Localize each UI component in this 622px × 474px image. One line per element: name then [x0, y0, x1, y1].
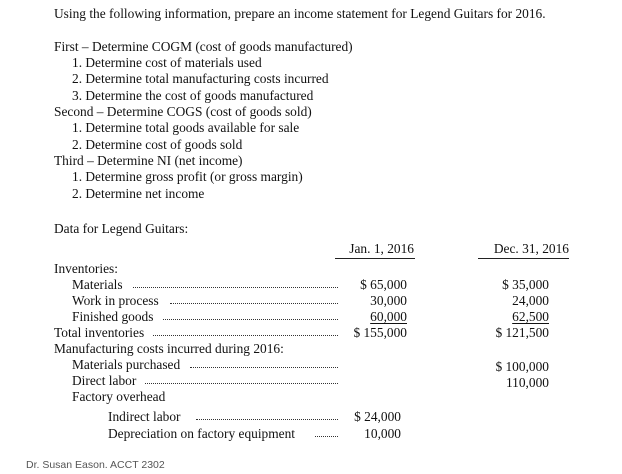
mfg-costs-heading: Manufacturing costs incurred during 2016:	[54, 341, 284, 356]
step-first-item: 2. Determine total manufacturing costs incurred	[72, 71, 329, 86]
step-first-item: 3. Determine the cost of goods manufactured	[72, 88, 314, 103]
row-label-materials: Materials	[72, 277, 123, 292]
leader-dots	[315, 436, 338, 437]
column-header-underline	[335, 258, 415, 259]
step-second-label: Second – Determine COGS (cost of goods sold)	[54, 104, 312, 119]
row-label-finished: Finished goods	[72, 309, 154, 324]
leader-dots	[170, 303, 338, 304]
step-third-label: Third – Determine NI (net income)	[54, 153, 243, 168]
step-third-item: 2. Determine net income	[72, 186, 205, 201]
footer-author: Dr. Susan Eason. ACCT 2302	[26, 459, 165, 471]
step-second-item: 1. Determine total goods available for sale	[72, 120, 300, 135]
step-third-item: 1. Determine gross profit (or gross margin)	[72, 169, 303, 184]
inventories-heading: Inventories:	[54, 261, 118, 276]
value-total-jan: $ 155,000	[353, 325, 407, 340]
row-label-indirect-labor: Indirect labor	[108, 409, 181, 424]
value-labor-dec: 110,000	[505, 375, 549, 390]
column-header-underline	[478, 258, 569, 259]
value-materials-jan: $ 65,000	[360, 277, 407, 292]
value-indirect-jan: $ 24,000	[354, 409, 401, 424]
row-label-materials-purchased: Materials purchased	[72, 357, 181, 372]
step-second-item: 2. Determine cost of goods sold	[72, 137, 243, 152]
value-depreciation-jan: 10,000	[364, 426, 401, 441]
value-wip-dec: 24,000	[512, 293, 549, 308]
data-heading: Data for Legend Guitars:	[54, 221, 189, 236]
value-purchased-dec: $ 100,000	[495, 359, 549, 374]
row-label-total: Total inventories	[54, 325, 145, 340]
leader-dots	[133, 287, 338, 288]
value-finished-jan: 60,000	[370, 309, 407, 324]
value-wip-jan: 30,000	[370, 293, 407, 308]
value-finished-dec: 62,500	[512, 309, 549, 324]
row-label-wip: Work in process	[72, 293, 159, 308]
row-label-factory-overhead: Factory overhead	[72, 389, 166, 404]
column-header-jan: Jan. 1, 2016	[349, 241, 414, 256]
leader-dots	[153, 335, 338, 336]
value-total-dec: $ 121,500	[495, 325, 549, 340]
leader-dots	[145, 383, 338, 384]
leader-dots	[190, 367, 338, 368]
row-label-direct-labor: Direct labor	[72, 373, 137, 388]
step-first-item: 1. Determine cost of materials used	[72, 55, 262, 70]
instructions-title: Using the following information, prepare an income statement for Legend Guitars for 2016.	[54, 6, 546, 21]
row-label-depreciation: Depreciation on factory equipment	[108, 426, 296, 441]
leader-dots	[196, 419, 338, 420]
column-header-dec: Dec. 31, 2016	[493, 241, 569, 256]
value-materials-dec: $ 35,000	[502, 277, 549, 292]
step-first-label: First – Determine COGM (cost of goods manufactured)	[54, 39, 353, 54]
leader-dots	[163, 319, 338, 320]
